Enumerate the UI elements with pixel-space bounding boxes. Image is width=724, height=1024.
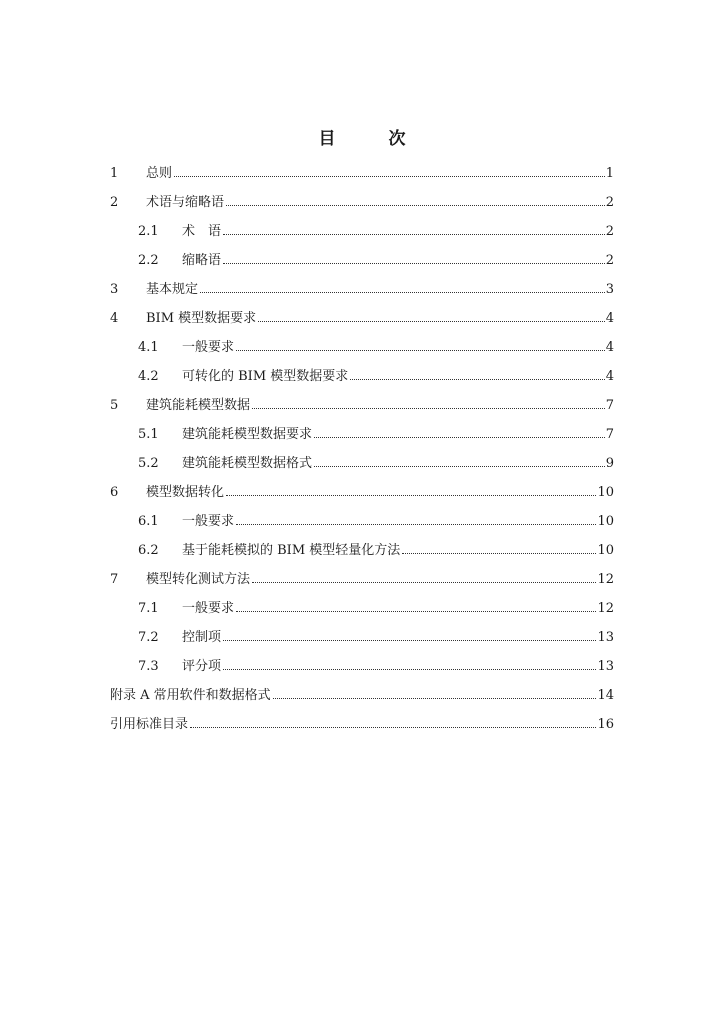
toc-dot-leader — [223, 263, 605, 264]
toc-dot-leader — [314, 466, 605, 467]
toc-entry-number: 7.2 — [138, 630, 159, 645]
toc-entry-page-number: 13 — [597, 659, 614, 674]
toc-entry-page-number: 1 — [605, 166, 614, 181]
toc-entry-number: 4.2 — [138, 369, 159, 384]
toc-entry-page-number: 10 — [597, 514, 614, 529]
toc-entry-label: 建筑能耗模型数据格式 — [182, 456, 313, 471]
toc-entry-label: 一般要求 — [182, 340, 235, 355]
toc-dot-leader — [314, 437, 605, 438]
toc-title: 目 次 — [318, 129, 424, 149]
toc-entry[interactable] — [110, 652, 614, 681]
toc-entry-label: 术 语 — [182, 224, 222, 239]
toc-entry-page-number: 14 — [597, 688, 614, 703]
toc-dot-leader — [350, 379, 604, 380]
toc-dot-leader — [174, 176, 605, 177]
toc-entry-number: 4 — [110, 311, 119, 326]
toc-entry[interactable] — [110, 159, 614, 188]
toc-entry-number: 6.1 — [138, 514, 159, 529]
toc-entry-label: 可转化的 BIM 模型数据要求 — [182, 369, 349, 384]
toc-dot-leader — [223, 640, 596, 641]
toc-entry-label: 控制项 — [182, 630, 222, 645]
toc-entry-page-number: 4 — [605, 369, 614, 384]
toc-entry-page-number: 12 — [597, 572, 614, 587]
toc-entry-number: 6 — [110, 485, 119, 500]
toc-entry-label: 基本规定 — [146, 282, 199, 297]
toc-entry[interactable] — [110, 304, 614, 333]
toc-entry-label: 一般要求 — [182, 601, 235, 616]
toc-dot-leader — [402, 553, 596, 554]
toc-dot-leader — [226, 205, 605, 206]
toc-entry-page-number: 10 — [597, 485, 614, 500]
toc-entry-label: 总则 — [146, 166, 173, 181]
toc-entry-number: 7.3 — [138, 659, 159, 674]
toc-entry-number: 6.2 — [138, 543, 159, 558]
toc-entry-page-number: 12 — [597, 601, 614, 616]
toc-entry-page-number: 4 — [605, 340, 614, 355]
toc-entry[interactable] — [110, 275, 614, 304]
toc-entry-number: 3 — [110, 282, 119, 297]
toc-entry-number: 1 — [110, 166, 119, 181]
toc-entry[interactable] — [110, 681, 614, 710]
toc-entry-number: 4.1 — [138, 340, 159, 355]
toc-entry[interactable] — [110, 333, 614, 362]
toc-dot-leader — [190, 727, 596, 728]
toc-entry[interactable] — [110, 478, 614, 507]
toc-entry[interactable] — [110, 246, 614, 275]
toc-entry-number: 5.2 — [138, 456, 159, 471]
toc-dot-leader — [252, 582, 596, 583]
toc-dot-leader — [226, 495, 596, 496]
toc-entry-label: 一般要求 — [182, 514, 235, 529]
toc-entry-number: 7 — [110, 572, 119, 587]
toc-entry[interactable] — [110, 420, 614, 449]
toc-entry-label: 评分项 — [182, 659, 222, 674]
toc-dot-leader — [236, 524, 596, 525]
toc-entry-label: 附录 A 常用软件和数据格式 — [110, 688, 271, 703]
toc-entry-page-number: 2 — [605, 224, 614, 239]
toc-dot-leader — [200, 292, 605, 293]
toc-entry-number: 2.2 — [138, 253, 159, 268]
toc-entry-page-number: 4 — [605, 311, 614, 326]
toc-dot-leader — [258, 321, 605, 322]
toc-entry-label: 引用标准目录 — [110, 717, 189, 732]
toc-entry-label: 模型数据转化 — [146, 485, 225, 500]
toc-entry-label: 基于能耗模拟的 BIM 模型轻量化方法 — [182, 543, 401, 558]
toc-entry-page-number: 3 — [605, 282, 614, 297]
toc-entry[interactable] — [110, 710, 614, 739]
toc-entry[interactable] — [110, 536, 614, 565]
toc-dot-leader — [273, 698, 597, 699]
toc-entry-number: 2 — [110, 195, 119, 210]
toc-entry-number: 5.1 — [138, 427, 159, 442]
toc-entry-label: BIM 模型数据要求 — [146, 311, 257, 326]
toc-entry-page-number: 2 — [605, 195, 614, 210]
toc-entry[interactable] — [110, 565, 614, 594]
toc-entry-number: 5 — [110, 398, 119, 413]
toc-entry-page-number: 7 — [605, 398, 614, 413]
toc-entry-number: 7.1 — [138, 601, 159, 616]
toc-entry-page-number: 13 — [597, 630, 614, 645]
toc-entry-page-number: 9 — [605, 456, 614, 471]
toc-entry-page-number: 2 — [605, 253, 614, 268]
toc-entry[interactable] — [110, 217, 614, 246]
toc-dot-leader — [236, 350, 605, 351]
toc-entry[interactable] — [110, 188, 614, 217]
toc-entry[interactable] — [110, 623, 614, 652]
toc-entry-label: 术语与缩略语 — [146, 195, 225, 210]
toc-dot-leader — [236, 611, 596, 612]
toc-dot-leader — [252, 408, 605, 409]
toc-entry-label: 建筑能耗模型数据 — [146, 398, 251, 413]
toc-entry-label: 建筑能耗模型数据要求 — [182, 427, 313, 442]
toc-entry[interactable] — [110, 594, 614, 623]
toc-list — [110, 159, 614, 739]
toc-entry-page-number: 16 — [597, 717, 614, 732]
toc-entry-label: 缩略语 — [182, 253, 222, 268]
toc-entry[interactable] — [110, 507, 614, 536]
toc-entry[interactable] — [110, 391, 614, 420]
toc-entry[interactable] — [110, 449, 614, 478]
toc-entry-number: 2.1 — [138, 224, 159, 239]
toc-entry[interactable] — [110, 362, 614, 391]
toc-dot-leader — [223, 234, 605, 235]
toc-entry-label: 模型转化测试方法 — [146, 572, 251, 587]
toc-entry-page-number: 7 — [605, 427, 614, 442]
toc-dot-leader — [223, 669, 596, 670]
toc-entry-page-number: 10 — [597, 543, 614, 558]
